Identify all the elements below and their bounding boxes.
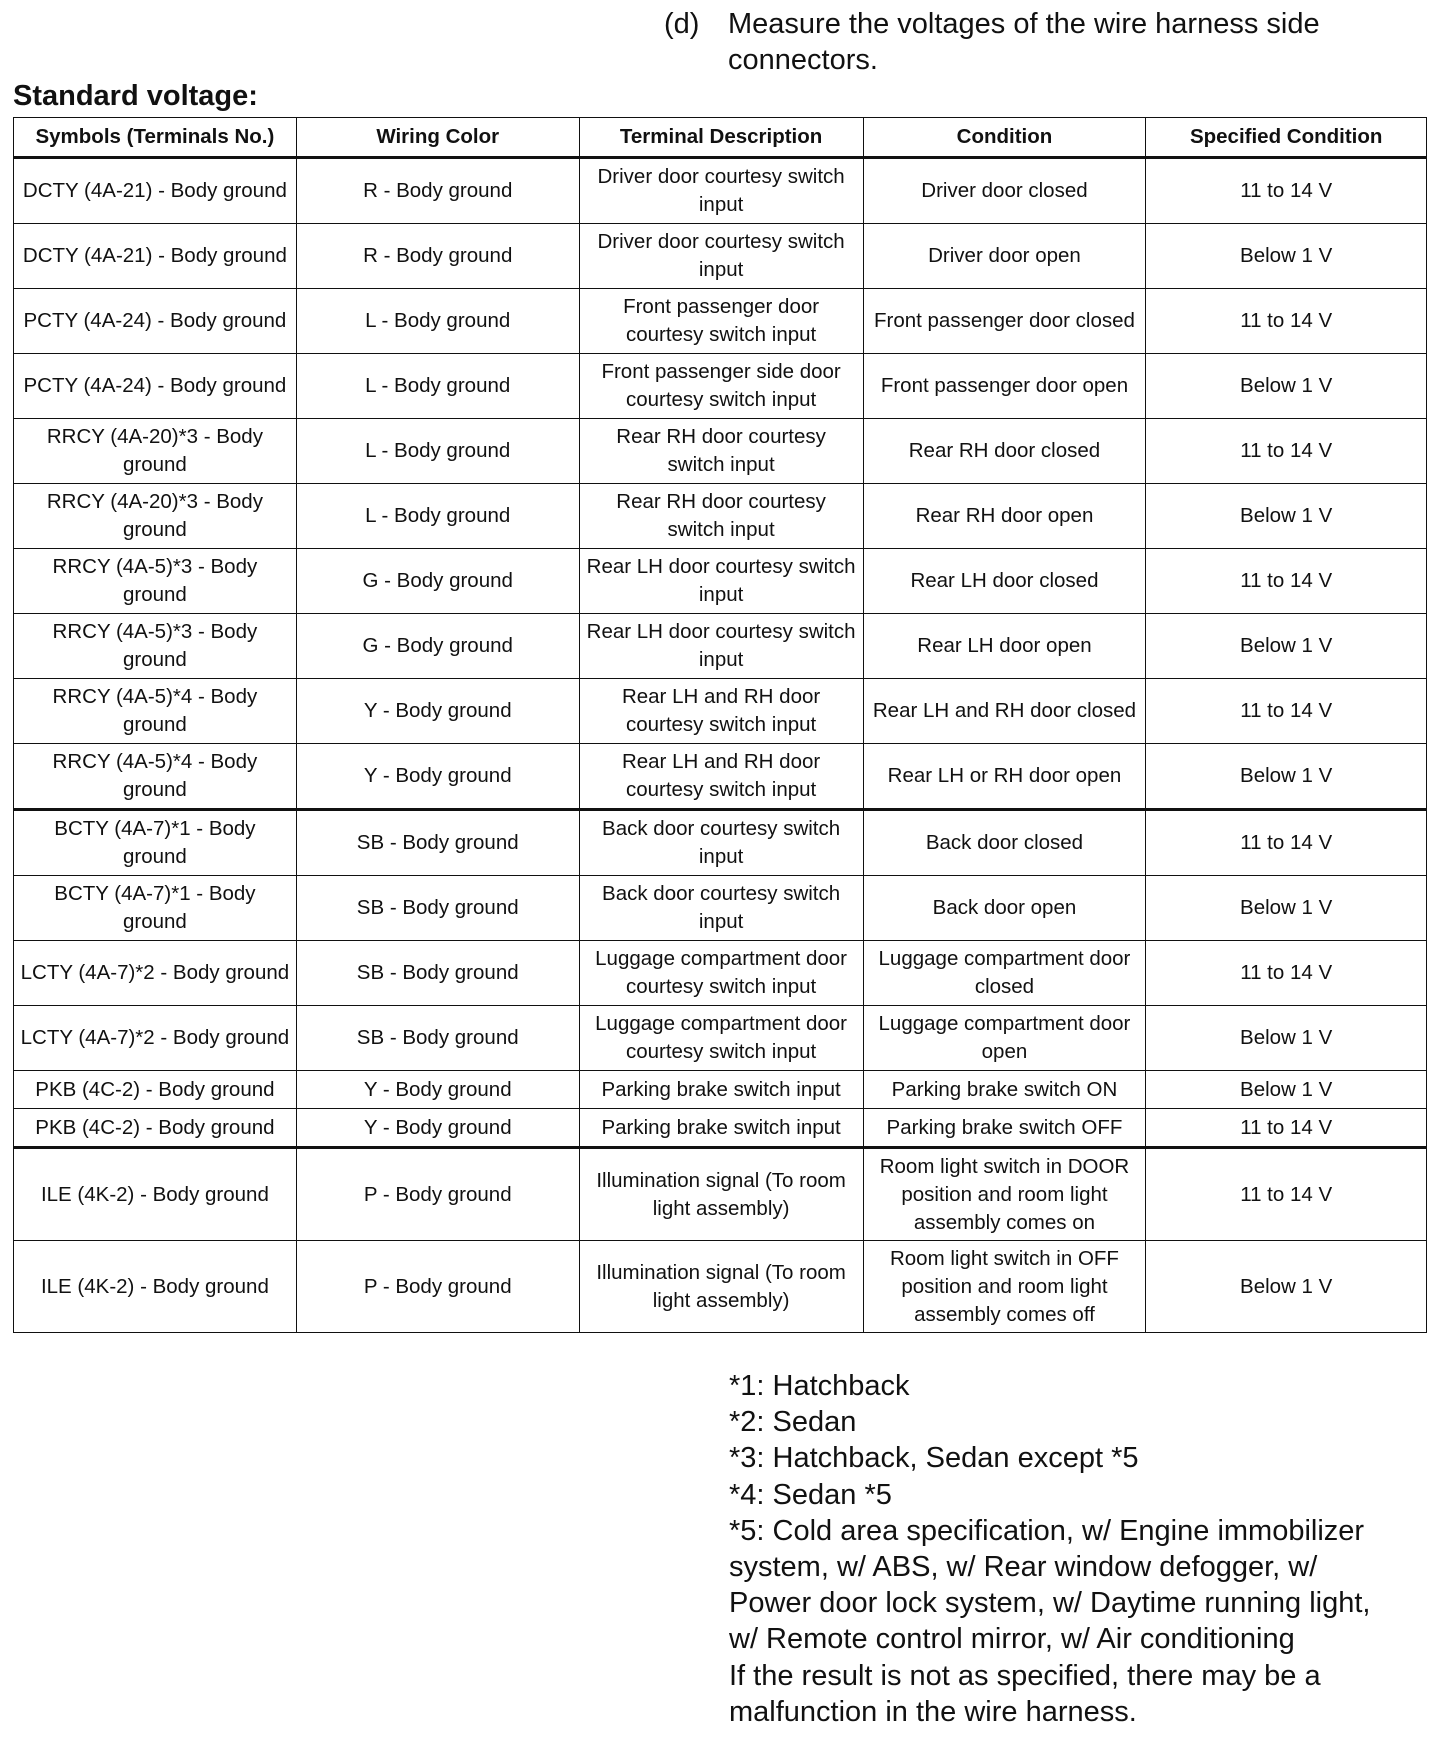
table-row xyxy=(14,1148,1427,1241)
table-cell: Rear LH and RH door closed xyxy=(863,679,1146,744)
result-note: If the result is not as specified, there may be a xyxy=(729,1659,1321,1692)
table-cell: LCTY (4A-7)*2 - Body ground xyxy=(14,1006,297,1071)
table-cell: 11 to 14 V xyxy=(1146,549,1427,614)
table-cell: Below 1 V xyxy=(1146,614,1427,679)
table-cell: Below 1 V xyxy=(1146,484,1427,549)
table-row xyxy=(14,614,1427,679)
table-row xyxy=(14,354,1427,419)
table-cell: 11 to 14 V xyxy=(1146,419,1427,484)
table-row xyxy=(14,1071,1427,1109)
table-cell: RRCY (4A-5)*4 - Body ground xyxy=(14,744,297,810)
table-cell: Parking brake switch ON xyxy=(863,1071,1146,1109)
table-cell: SB - Body ground xyxy=(296,1006,579,1071)
table-cell: Front passenger side door courtesy switch input xyxy=(579,354,863,419)
table-cell: Driver door courtesy switch input xyxy=(579,224,863,289)
table-cell: 11 to 14 V xyxy=(1146,158,1427,224)
table-cell: Driver door closed xyxy=(863,158,1146,224)
table-cell: Parking brake switch input xyxy=(579,1109,863,1148)
column-header: Symbols (Terminals No.) xyxy=(14,118,297,158)
table-cell: Below 1 V xyxy=(1146,744,1427,810)
table-cell: Luggage compartment door courtesy switch input xyxy=(579,1006,863,1071)
table-row xyxy=(14,1006,1427,1071)
table-cell: 11 to 14 V xyxy=(1146,941,1427,1006)
footnote-line: *1: Hatchback xyxy=(729,1370,910,1402)
table-cell: Driver door courtesy switch input xyxy=(579,158,863,224)
table-cell: Parking brake switch OFF xyxy=(863,1109,1146,1148)
table-cell: L - Body ground xyxy=(296,289,579,354)
table-cell: Y - Body ground xyxy=(296,1071,579,1109)
table-cell: L - Body ground xyxy=(296,484,579,549)
table-cell: Front passenger door open xyxy=(863,354,1146,419)
table-row xyxy=(14,679,1427,744)
table-row xyxy=(14,549,1427,614)
table-cell: Illumination signal (To room light assembly) xyxy=(579,1148,863,1241)
step-instruction: Measure the voltages of the wire harness side connectors. xyxy=(728,8,1320,76)
footnote-line: *2: Sedan xyxy=(729,1406,857,1439)
table-cell: RRCY (4A-5)*3 - Body ground xyxy=(14,549,297,614)
column-header: Condition xyxy=(863,118,1146,158)
column-header: Specified Condition xyxy=(1146,118,1427,158)
table-cell: BCTY (4A-7)*1 - Body ground xyxy=(14,876,297,941)
table-cell: Y - Body ground xyxy=(296,1109,579,1148)
result-note: malfunction in the wire harness. xyxy=(729,1695,1137,1728)
table-cell: L - Body ground xyxy=(296,354,579,419)
table-cell: Parking brake switch input xyxy=(579,1071,863,1109)
section-heading: Standard voltage: xyxy=(13,80,258,112)
table-cell: PKB (4C-2) - Body ground xyxy=(14,1109,297,1148)
table-cell: 11 to 14 V xyxy=(1146,289,1427,354)
table-cell: Rear RH door courtesy switch input xyxy=(579,419,863,484)
table-cell: Rear LH and RH door courtesy switch input xyxy=(579,744,863,810)
table-cell: DCTY (4A-21) - Body ground xyxy=(14,158,297,224)
table-cell: Room light switch in OFF position and room light assembly comes off xyxy=(863,1241,1146,1333)
table-row xyxy=(14,289,1427,354)
table-cell: DCTY (4A-21) - Body ground xyxy=(14,224,297,289)
table-cell: 11 to 14 V xyxy=(1146,1148,1427,1241)
table-cell: Rear LH door courtesy switch input xyxy=(579,614,863,679)
table-cell: Rear LH door courtesy switch input xyxy=(579,549,863,614)
table-cell: RRCY (4A-5)*3 - Body ground xyxy=(14,614,297,679)
table-row xyxy=(14,876,1427,941)
table-row xyxy=(14,744,1427,810)
table-cell: P - Body ground xyxy=(296,1241,579,1333)
table-cell: SB - Body ground xyxy=(296,810,579,876)
table-cell: Rear LH and RH door courtesy switch input xyxy=(579,679,863,744)
table-cell: Rear RH door closed xyxy=(863,419,1146,484)
table-cell: RRCY (4A-5)*4 - Body ground xyxy=(14,679,297,744)
table-cell: G - Body ground xyxy=(296,549,579,614)
table-cell: SB - Body ground xyxy=(296,876,579,941)
table-cell: Rear LH door open xyxy=(863,614,1146,679)
table-cell: Below 1 V xyxy=(1146,224,1427,289)
footnote-line: system, w/ ABS, w/ Rear window defogger, w/ xyxy=(729,1551,1318,1584)
table-cell: Front passenger door closed xyxy=(863,289,1146,354)
table-cell: PCTY (4A-24) - Body ground xyxy=(14,354,297,419)
table-cell: ILE (4K-2) - Body ground xyxy=(14,1241,297,1333)
table-row xyxy=(14,1241,1427,1333)
table-cell: G - Body ground xyxy=(296,614,579,679)
table-cell: Back door open xyxy=(863,876,1146,941)
table-cell: Rear LH door closed xyxy=(863,549,1146,614)
table-cell: 11 to 14 V xyxy=(1146,810,1427,876)
table-cell: ILE (4K-2) - Body ground xyxy=(14,1148,297,1241)
table-cell: Illumination signal (To room light assembly) xyxy=(579,1241,863,1333)
table-cell: Rear LH or RH door open xyxy=(863,744,1146,810)
table-cell: SB - Body ground xyxy=(296,941,579,1006)
table-cell: Below 1 V xyxy=(1146,876,1427,941)
table-cell: Back door courtesy switch input xyxy=(579,876,863,941)
table-row xyxy=(14,484,1427,549)
table-row xyxy=(14,810,1427,876)
table-cell: Below 1 V xyxy=(1146,1241,1427,1333)
table-header-row xyxy=(14,118,1427,158)
table-cell: Below 1 V xyxy=(1146,354,1427,419)
table-cell: RRCY (4A-20)*3 - Body ground xyxy=(14,484,297,549)
table-cell: Y - Body ground xyxy=(296,679,579,744)
table-cell: Below 1 V xyxy=(1146,1006,1427,1071)
table-cell: Below 1 V xyxy=(1146,1071,1427,1109)
table-cell: RRCY (4A-20)*3 - Body ground xyxy=(14,419,297,484)
table-cell: R - Body ground xyxy=(296,158,579,224)
table-cell: Luggage compartment door open xyxy=(863,1006,1146,1071)
table-cell: 11 to 14 V xyxy=(1146,679,1427,744)
table-cell: Rear RH door courtesy switch input xyxy=(579,484,863,549)
table-row xyxy=(14,419,1427,484)
footnote-line: w/ Remote control mirror, w/ Air conditioning xyxy=(729,1623,1295,1656)
table-cell: PKB (4C-2) - Body ground xyxy=(14,1071,297,1109)
footnote-line: *3: Hatchback, Sedan except *5 xyxy=(729,1442,1139,1475)
table-row xyxy=(14,158,1427,224)
table-row xyxy=(14,941,1427,1006)
table-cell: Luggage compartment door closed xyxy=(863,941,1146,1006)
table-cell: LCTY (4A-7)*2 - Body ground xyxy=(14,941,297,1006)
footnote-line: *4: Sedan *5 xyxy=(729,1478,892,1511)
footnote-line: *5: Cold area specification, w/ Engine immobilizer xyxy=(729,1514,1365,1547)
table-row xyxy=(14,224,1427,289)
table-cell: P - Body ground xyxy=(296,1148,579,1241)
table-cell: Rear RH door open xyxy=(863,484,1146,549)
table-cell: 11 to 14 V xyxy=(1146,1109,1427,1148)
table-row xyxy=(14,1109,1427,1148)
table-cell: Y - Body ground xyxy=(296,744,579,810)
step-marker: (d) xyxy=(664,8,700,40)
column-header: Terminal Description xyxy=(579,118,863,158)
footnotes xyxy=(729,1368,1429,1730)
table-cell: Driver door open xyxy=(863,224,1146,289)
table-cell: BCTY (4A-7)*1 - Body ground xyxy=(14,810,297,876)
column-header: Wiring Color xyxy=(296,118,579,158)
table-cell: Back door closed xyxy=(863,810,1146,876)
table-cell: Room light switch in DOOR position and room light assembly comes on xyxy=(863,1148,1146,1241)
table-cell: Front passenger door courtesy switch input xyxy=(579,289,863,354)
table-cell: R - Body ground xyxy=(296,224,579,289)
footnote-line: Power door lock system, w/ Daytime running light, xyxy=(729,1587,1371,1620)
standard-voltage-table xyxy=(13,117,1427,1333)
table-cell: Luggage compartment door courtesy switch input xyxy=(579,941,863,1006)
table-cell: Back door courtesy switch input xyxy=(579,810,863,876)
table-cell: L - Body ground xyxy=(296,419,579,484)
table-cell: PCTY (4A-24) - Body ground xyxy=(14,289,297,354)
